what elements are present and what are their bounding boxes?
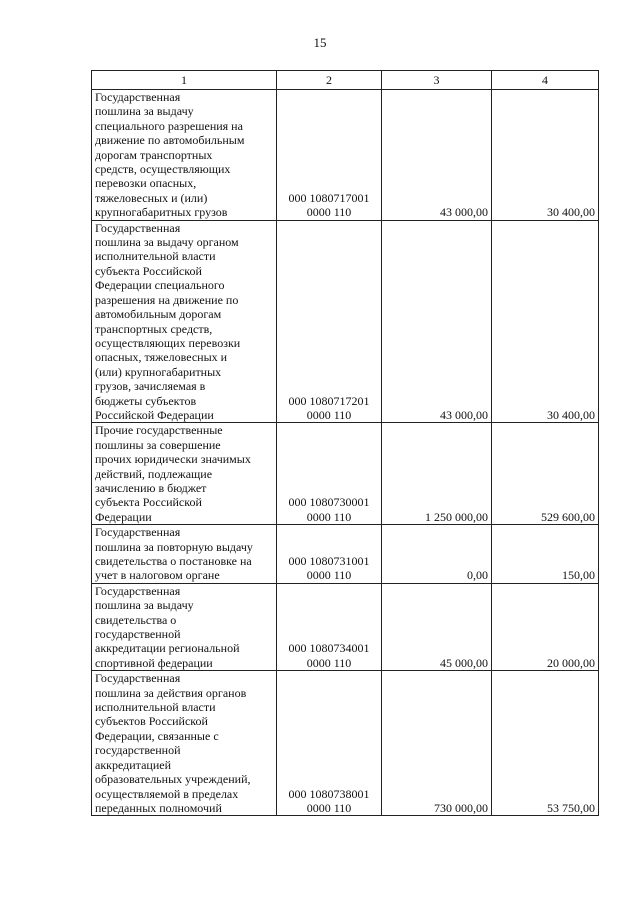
amount-col3: 43 000,00	[382, 220, 492, 423]
budget-code: 000 1080738001 0000 110	[277, 671, 382, 816]
table-row	[92, 525, 599, 584]
amount-col3: 730 000,00	[382, 671, 492, 816]
income-name: Государственная пошлина за повторную выдачу свидетельства о постановке на учет в налоговом органе	[92, 525, 277, 584]
amount-col3: 1 250 000,00	[382, 423, 492, 525]
column-header-3: 3	[382, 71, 492, 90]
table-row	[92, 423, 599, 525]
table-row	[92, 220, 599, 423]
amount-col4: 150,00	[492, 525, 599, 584]
amount-col4: 529 600,00	[492, 423, 599, 525]
budget-code: 000 1080730001 0000 110	[277, 423, 382, 525]
column-header-2: 2	[277, 71, 382, 90]
column-header-1: 1	[92, 71, 277, 90]
column-header-4: 4	[492, 71, 599, 90]
amount-col4: 30 400,00	[492, 220, 599, 423]
income-name: Прочие государственные пошлины за совершение прочих юридически значимых действий, подлежащие зачислению в бюджет субъекта Российской Федерации	[92, 423, 277, 525]
amount-col3: 45 000,00	[382, 583, 492, 670]
income-name: Государственная пошлина за выдачу свидетельства о государственной аккредитации региональной спортивной федерации	[92, 583, 277, 670]
table-row	[92, 90, 599, 221]
budget-code: 000 1080734001 0000 110	[277, 583, 382, 670]
page-number: 15	[313, 35, 327, 50]
amount-col3: 0,00	[382, 525, 492, 584]
income-name: Государственная пошлина за действия органов исполнительной власти субъектов Российской Федерации, связанные с государственной аккредитацией образовательных учреждений, осуществляемой в пределах переданных полномочий	[92, 671, 277, 816]
amount-col4: 20 000,00	[492, 583, 599, 670]
budget-table	[91, 70, 599, 816]
budget-code: 000 1080717001 0000 110	[277, 90, 382, 221]
table-header-row	[92, 71, 599, 90]
budget-code: 000 1080731001 0000 110	[277, 525, 382, 584]
table-row	[92, 671, 599, 816]
budget-code: 000 1080717201 0000 110	[277, 220, 382, 423]
income-name: Государственная пошлина за выдачу органом исполнительной власти субъекта Российской Федерации специального разрешения на движение по автомобильным дорогам транспортных средств, осуществляющих перевозки опасных, тяжеловесных и (или) крупногабаритных грузов, зачисляемая в бюджеты субъектов Российской Федерации	[92, 220, 277, 423]
amount-col4: 30 400,00	[492, 90, 599, 221]
table-row	[92, 583, 599, 670]
income-name: Государственная пошлина за выдачу специального разрешения на движение по автомобильным дорогам транспортных средств, осуществляющих перевозки опасных, тяжеловесных и (или) крупногабаритных грузов	[92, 90, 277, 221]
amount-col4: 53 750,00	[492, 671, 599, 816]
amount-col3: 43 000,00	[382, 90, 492, 221]
